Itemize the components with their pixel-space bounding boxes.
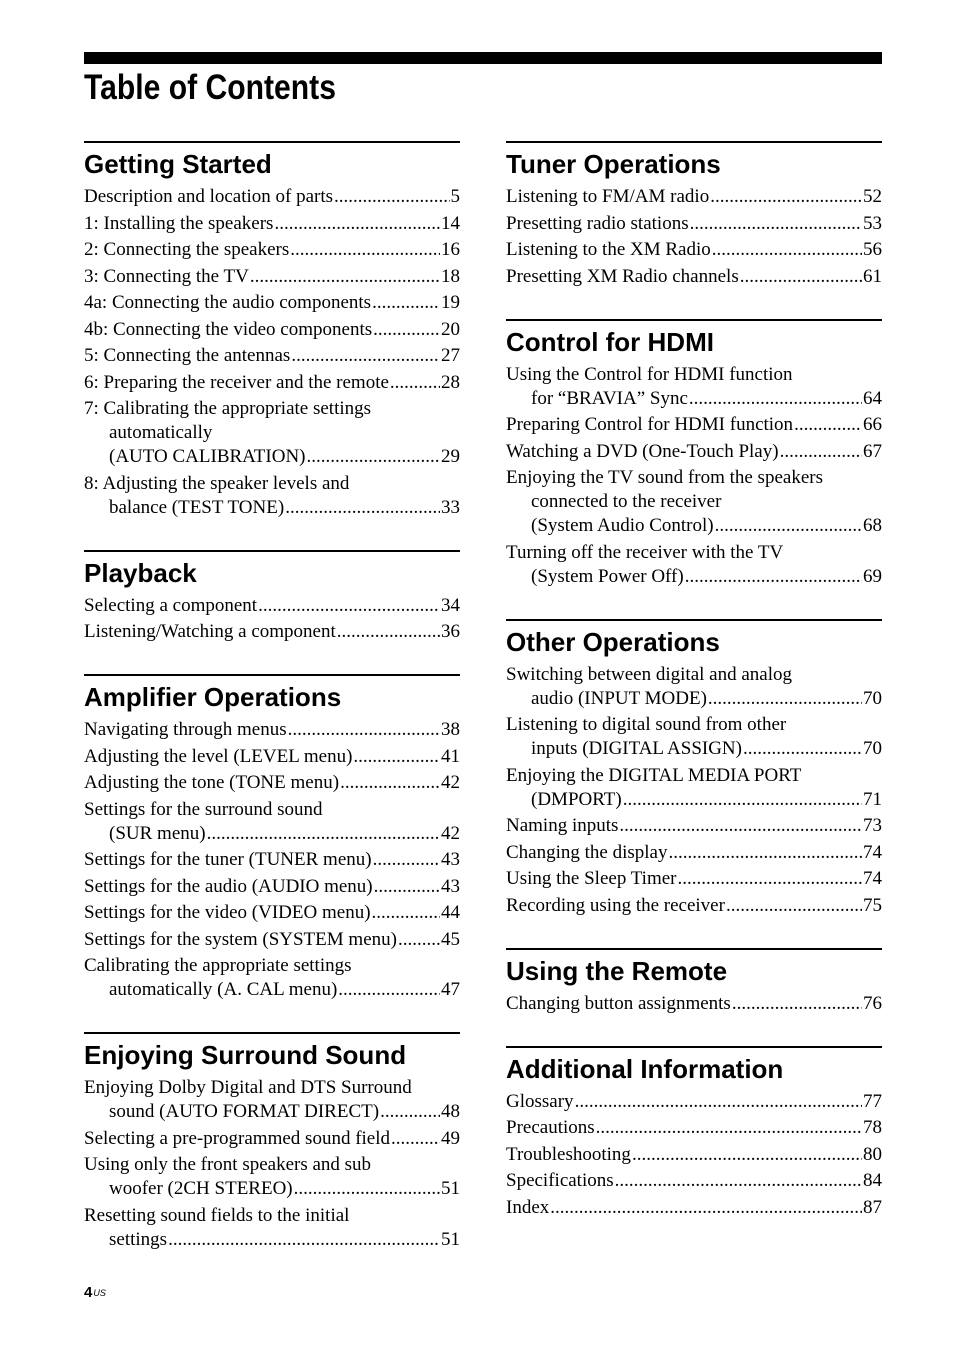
toc-entry[interactable] <box>506 867 882 891</box>
toc-entry[interactable] <box>84 397 460 469</box>
dot-leader <box>285 496 440 520</box>
toc-entry[interactable] <box>84 238 460 262</box>
entry-row <box>506 737 882 761</box>
toc-entry[interactable] <box>506 440 882 464</box>
toc-entry[interactable] <box>506 894 882 918</box>
entry-page-number: 29 <box>441 446 460 467</box>
entry-title: Preparing Control for HDMI function <box>506 414 794 435</box>
entry-title: 1: Installing the speakers <box>84 212 274 234</box>
entry-row <box>506 894 882 918</box>
entry-title: 3: Connecting the TV <box>84 265 249 287</box>
entry-row <box>506 1169 882 1193</box>
dot-leader <box>294 1177 440 1201</box>
dot-leader <box>340 771 440 795</box>
section-title: Other Operations <box>506 626 720 657</box>
entry-row <box>506 565 882 589</box>
section-title: Amplifier Operations <box>84 682 342 712</box>
entry-page-number: 14 <box>441 212 460 234</box>
toc-entry[interactable] <box>84 371 460 395</box>
dot-leader <box>780 440 862 464</box>
section-title: Using the Remote <box>506 955 728 986</box>
dot-leader <box>398 928 440 952</box>
dot-leader <box>290 238 440 262</box>
entry-title: woofer (2CH STEREO) <box>109 1178 293 1199</box>
toc-entry[interactable] <box>506 663 882 711</box>
entry-page-number: 28 <box>441 371 460 393</box>
entry-page-number: 75 <box>863 894 882 916</box>
entry-title: Using the Sleep Timer <box>506 868 677 889</box>
toc-entry[interactable] <box>506 466 882 538</box>
entry-title: Adjusting the level (LEVEL menu) <box>84 745 353 767</box>
entry-title: Settings for the tuner (TUNER menu) <box>84 849 372 870</box>
entry-row <box>84 445 460 469</box>
dot-leader <box>708 687 862 711</box>
toc-entry[interactable] <box>84 718 460 742</box>
entry-page-number: 64 <box>863 387 882 409</box>
entry-title: 5: Connecting the antennas <box>84 345 291 366</box>
entry-title: Changing button assignments <box>506 992 731 1014</box>
toc-entry[interactable] <box>506 764 882 812</box>
entry-page-number: 61 <box>863 265 882 287</box>
entry-page-number: 42 <box>441 822 460 844</box>
toc-entry[interactable] <box>84 1204 460 1252</box>
entry-row <box>84 1177 460 1201</box>
section-title: Playback <box>84 557 197 588</box>
entry-title: (System Power Off) <box>531 565 684 587</box>
entry-title: Presetting XM Radio channels <box>506 265 739 287</box>
entry-page-number: 47 <box>441 979 460 1000</box>
toc-entry[interactable] <box>84 798 460 846</box>
entry-row <box>506 1116 882 1140</box>
page-number-suffix: US <box>93 1288 106 1298</box>
entry-title: Listening to FM/AM radio <box>506 186 710 207</box>
entry-page-number: 49 <box>441 1127 460 1149</box>
entry-row <box>84 848 460 872</box>
entry-page-number: 44 <box>441 902 460 923</box>
toc-section <box>506 619 882 918</box>
dot-leader <box>743 737 862 761</box>
entry-row <box>84 291 460 315</box>
entry-title: for “BRAVIA” Sync <box>531 387 688 409</box>
entry-row <box>506 387 882 411</box>
toc-entry[interactable] <box>84 875 460 899</box>
dot-leader <box>715 514 862 538</box>
toc-entry[interactable] <box>84 291 460 315</box>
dot-leader <box>794 413 862 437</box>
dot-leader <box>291 344 440 368</box>
entry-page-number: 56 <box>863 239 882 260</box>
toc-entry[interactable] <box>84 265 460 289</box>
toc-entry[interactable] <box>506 238 882 262</box>
toc-entry[interactable] <box>84 954 460 1002</box>
entry-row <box>84 496 460 520</box>
entry-title: 6: Preparing the receiver and the remote <box>84 371 389 393</box>
page-number <box>84 1284 106 1302</box>
toc-entry[interactable] <box>506 841 882 865</box>
dot-leader <box>373 848 440 872</box>
dot-leader <box>615 1169 862 1193</box>
entry-row <box>506 841 882 865</box>
entry-page-number: 71 <box>863 788 882 810</box>
dot-leader <box>334 185 449 209</box>
entry-row <box>84 771 460 795</box>
entry-row <box>84 718 460 742</box>
entry-text-line: automatically <box>109 422 213 443</box>
entry-title: Presetting radio stations <box>506 212 689 234</box>
dot-leader <box>732 992 862 1016</box>
entry-title: Listening/Watching a component <box>84 621 336 642</box>
entry-title: Changing the display <box>506 841 668 863</box>
entry-text-line: Settings for the surround sound <box>84 798 323 820</box>
entry-title: Precautions <box>506 1117 595 1138</box>
entry-page-number: 42 <box>441 772 460 793</box>
entry-page-number: 74 <box>863 841 882 863</box>
entry-page-number: 43 <box>441 875 460 897</box>
entry-page-number: 76 <box>863 992 882 1014</box>
entry-page-number: 27 <box>441 345 460 366</box>
entry-page-number: 34 <box>441 594 460 616</box>
entry-page-number: 73 <box>863 815 882 836</box>
dot-leader <box>338 978 440 1002</box>
entry-page-number: 77 <box>863 1090 882 1112</box>
toc-entry[interactable] <box>506 1196 882 1220</box>
entry-row <box>84 238 460 262</box>
entry-text-line: Using only the front speakers and sub <box>84 1154 372 1175</box>
entry-title: Listening to the XM Radio <box>506 239 711 260</box>
entry-text-line: Resetting sound fields to the initial <box>84 1204 350 1226</box>
toc-entry[interactable] <box>84 185 460 209</box>
toc-entry[interactable] <box>84 212 460 236</box>
entry-row <box>506 238 882 262</box>
toc-entry[interactable] <box>84 928 460 952</box>
dot-leader <box>623 788 862 812</box>
entry-page-number: 16 <box>441 239 460 260</box>
entry-title: Settings for the system (SYSTEM menu) <box>84 928 397 950</box>
toc-entry[interactable] <box>84 1127 460 1151</box>
entry-row <box>506 413 882 437</box>
entry-row <box>506 788 882 812</box>
toc-column-right <box>506 141 882 1250</box>
entry-page-number: 78 <box>863 1117 882 1138</box>
entry-title: 2: Connecting the speakers <box>84 239 290 260</box>
entry-title: balance (TEST TONE) <box>109 496 285 518</box>
toc-column-left <box>84 141 460 1282</box>
entry-title: Recording using the receiver <box>506 894 725 916</box>
entry-page-number: 51 <box>441 1178 460 1199</box>
entry-title: automatically (A. CAL menu) <box>109 979 338 1000</box>
entry-page-number: 74 <box>863 868 882 889</box>
entry-row <box>506 1143 882 1167</box>
entry-title: Settings for the audio (AUDIO menu) <box>84 875 373 897</box>
entry-title: Selecting a component <box>84 594 258 616</box>
dot-leader <box>550 1196 862 1220</box>
toc-entry[interactable] <box>84 1076 460 1124</box>
dot-leader <box>353 745 440 769</box>
entry-page-number: 38 <box>441 719 460 740</box>
entry-title: Specifications <box>506 1170 614 1191</box>
toc-entry[interactable] <box>506 1169 882 1193</box>
dot-leader <box>207 822 440 846</box>
entry-page-number: 18 <box>441 265 460 287</box>
toc-entry[interactable] <box>84 1153 460 1201</box>
entry-title: Description and location of parts <box>84 186 334 207</box>
entry-title: inputs (DIGITAL ASSIGN) <box>531 738 742 759</box>
entry-text-line: Calibrating the appropriate settings <box>84 955 352 976</box>
dot-leader <box>710 185 862 209</box>
entry-page-number: 66 <box>863 414 882 435</box>
dot-leader <box>288 718 440 742</box>
section-title: Control for HDMI <box>506 326 714 357</box>
entry-page-number: 5 <box>450 186 460 207</box>
entry-title: Navigating through menus <box>84 719 287 740</box>
entry-page-number: 84 <box>863 1170 882 1191</box>
toc-section <box>84 550 460 645</box>
entry-row <box>84 822 460 846</box>
entry-row <box>506 440 882 464</box>
toc-entry[interactable] <box>84 472 460 520</box>
toc-entry[interactable] <box>506 413 882 437</box>
dot-leader <box>372 901 440 925</box>
entry-row <box>84 1100 460 1124</box>
toc-entry[interactable] <box>506 992 882 1016</box>
entry-page-number: 20 <box>441 318 460 340</box>
entry-row <box>506 212 882 236</box>
toc-entry[interactable] <box>84 318 460 342</box>
entry-page-number: 33 <box>441 496 460 518</box>
dot-leader <box>391 1127 440 1151</box>
entry-text-line: Turning off the receiver with the TV <box>506 541 784 563</box>
entry-title: audio (INPUT MODE) <box>531 687 707 709</box>
entry-page-number: 36 <box>441 621 460 642</box>
dot-leader <box>250 265 440 289</box>
dot-leader <box>632 1143 862 1167</box>
entry-row <box>84 1127 460 1151</box>
dot-leader <box>380 1100 440 1124</box>
entry-page-number: 67 <box>863 440 882 462</box>
toc-entry[interactable] <box>84 620 460 644</box>
dot-leader <box>685 565 862 589</box>
entry-text-line: Switching between digital and analog <box>506 663 792 685</box>
toc-entry[interactable] <box>506 713 882 761</box>
entry-title: settings <box>109 1228 168 1250</box>
entry-title: Glossary <box>506 1090 574 1112</box>
dot-leader <box>372 291 440 315</box>
entry-row <box>84 185 460 209</box>
entry-text-line: connected to the receiver <box>531 491 722 512</box>
toc-entry[interactable] <box>506 363 882 411</box>
section-title: Enjoying Surround Sound <box>84 1040 407 1070</box>
section-title: Getting Started <box>84 149 272 179</box>
entry-row <box>506 514 882 538</box>
dot-leader <box>596 1116 862 1140</box>
entry-row <box>506 814 882 838</box>
header-rule <box>84 52 882 64</box>
entry-page-number: 80 <box>863 1143 882 1165</box>
dot-leader <box>374 875 440 899</box>
entry-text-line: Listening to digital sound from other <box>506 714 787 735</box>
dot-leader <box>390 371 440 395</box>
toc-entry[interactable] <box>506 1090 882 1114</box>
toc-entry[interactable] <box>84 594 460 618</box>
entry-title: (SUR menu) <box>109 822 206 844</box>
entry-title: Settings for the video (VIDEO menu) <box>84 902 371 923</box>
dot-leader <box>575 1090 862 1114</box>
toc-entry[interactable] <box>84 848 460 872</box>
entry-title: Adjusting the tone (TONE menu) <box>84 772 340 793</box>
entry-page-number: 45 <box>441 928 460 950</box>
entry-row <box>84 318 460 342</box>
dot-leader <box>168 1228 440 1252</box>
entry-row <box>84 978 460 1002</box>
entry-text-line: Enjoying the DIGITAL MEDIA PORT <box>506 764 802 786</box>
entry-title: Watching a DVD (One-Touch Play) <box>506 440 779 462</box>
entry-text-line: Enjoying the TV sound from the speakers <box>506 467 823 488</box>
entry-title: Selecting a pre-programmed sound field <box>84 1127 391 1149</box>
entry-title: 4a: Connecting the audio components <box>84 292 372 313</box>
entry-page-number: 68 <box>863 515 882 536</box>
dot-leader <box>307 445 441 469</box>
entry-title: (System Audio Control) <box>531 515 714 536</box>
toc-entry[interactable] <box>506 185 882 209</box>
toc-entry[interactable] <box>84 901 460 925</box>
section-title: Tuner Operations <box>506 149 721 179</box>
entry-page-number: 19 <box>441 292 460 313</box>
page-title: Table of Contents <box>84 68 336 107</box>
entry-row <box>84 371 460 395</box>
entry-page-number: 69 <box>863 565 882 587</box>
toc-entry[interactable] <box>84 344 460 368</box>
entry-row <box>84 1228 460 1252</box>
entry-row <box>84 212 460 236</box>
entry-title: 4b: Connecting the video components <box>84 318 373 340</box>
entry-page-number: 87 <box>863 1196 882 1218</box>
entry-title: Index <box>506 1196 550 1218</box>
dot-leader <box>274 212 440 236</box>
dot-leader <box>668 841 862 865</box>
dot-leader <box>726 894 862 918</box>
toc-section <box>506 319 882 589</box>
entry-page-number: 51 <box>441 1228 460 1250</box>
entry-row <box>84 594 460 618</box>
entry-row <box>506 687 882 711</box>
entry-row <box>84 745 460 769</box>
entry-page-number: 70 <box>863 687 882 709</box>
toc-entry[interactable] <box>506 212 882 236</box>
dot-leader <box>712 238 862 262</box>
toc-entry[interactable] <box>506 1116 882 1140</box>
entry-text-line: Enjoying Dolby Digital and DTS Surround <box>84 1077 412 1098</box>
dot-leader <box>689 387 862 411</box>
entry-row <box>506 1196 882 1220</box>
entry-text-line: 8: Adjusting the speaker levels and <box>84 472 350 494</box>
entry-text-line: 7: Calibrating the appropriate settings <box>84 398 372 419</box>
entry-text-line: Using the Control for HDMI function <box>506 363 793 385</box>
toc-entry[interactable] <box>84 771 460 795</box>
toc-section <box>506 1046 882 1220</box>
toc-entry[interactable] <box>506 541 882 589</box>
entry-row <box>506 867 882 891</box>
dot-leader <box>258 594 440 618</box>
entry-title: (DMPORT) <box>531 788 622 810</box>
entry-row <box>506 992 882 1016</box>
toc-entry[interactable] <box>506 265 882 289</box>
toc-section <box>84 1032 460 1252</box>
entry-page-number: 53 <box>863 212 882 234</box>
page-number-value: 4 <box>84 1284 93 1301</box>
toc-entry[interactable] <box>506 814 882 838</box>
entry-row <box>84 620 460 644</box>
toc-section <box>84 141 460 520</box>
entry-row <box>84 901 460 925</box>
dot-leader <box>690 212 862 236</box>
entry-page-number: 70 <box>863 738 882 759</box>
entry-row <box>506 265 882 289</box>
entry-row <box>84 928 460 952</box>
dot-leader <box>677 867 862 891</box>
entry-page-number: 48 <box>441 1101 460 1122</box>
entry-row <box>506 1090 882 1114</box>
toc-section <box>84 674 460 1002</box>
entry-row <box>84 265 460 289</box>
dot-leader <box>373 318 440 342</box>
entry-title: (AUTO CALIBRATION) <box>109 446 306 467</box>
entry-title: Naming inputs <box>506 815 619 836</box>
dot-leader <box>337 620 440 644</box>
entry-row <box>84 875 460 899</box>
section-title: Additional Information <box>506 1053 784 1084</box>
toc-section <box>506 141 882 289</box>
toc-entry[interactable] <box>84 745 460 769</box>
entry-page-number: 43 <box>441 849 460 870</box>
toc-entry[interactable] <box>506 1143 882 1167</box>
toc-section <box>506 948 882 1016</box>
dot-leader <box>619 814 862 838</box>
entry-row <box>506 185 882 209</box>
entry-title: Troubleshooting <box>506 1143 631 1165</box>
entry-page-number: 41 <box>441 745 460 767</box>
dot-leader <box>740 265 862 289</box>
entry-page-number: 52 <box>863 186 882 207</box>
entry-title: sound (AUTO FORMAT DIRECT) <box>109 1101 380 1122</box>
entry-row <box>84 344 460 368</box>
